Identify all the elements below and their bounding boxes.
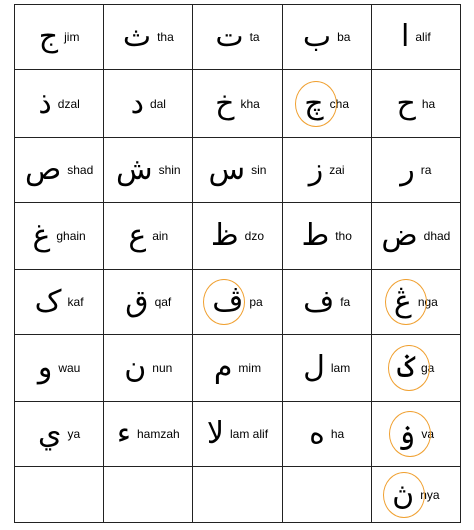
letter-glyph-wrap xyxy=(401,19,410,54)
letter-cell xyxy=(282,138,371,203)
letter-entry xyxy=(210,218,265,253)
letter-name: pa xyxy=(249,295,263,309)
letter-name: dal xyxy=(149,96,166,111)
letter-glyph-wrap xyxy=(124,350,147,385)
arabic-letter: ڠ xyxy=(393,284,412,319)
letter-glyph-wrap xyxy=(302,19,332,54)
arabic-letter: ص xyxy=(24,152,62,187)
letter-entry xyxy=(38,19,80,54)
letter-entry xyxy=(124,350,173,385)
arabic-letter: ت xyxy=(215,19,244,54)
letter-name: tho xyxy=(335,229,352,243)
arabic-letter: ا xyxy=(401,19,410,54)
letter-cell xyxy=(104,467,193,523)
arabic-letter: ڤ xyxy=(212,284,244,319)
arabic-letter: ض xyxy=(381,218,418,253)
arabic-letter: م xyxy=(213,350,233,385)
letter-entry xyxy=(38,85,80,121)
letter-name: nga xyxy=(417,295,438,309)
arabic-letter: ذ xyxy=(38,85,52,121)
highlight-circle xyxy=(388,345,430,391)
letter-glyph-wrap xyxy=(38,19,59,54)
letter-cell xyxy=(15,5,104,70)
letter-cell xyxy=(15,203,104,270)
letter-entry xyxy=(128,218,169,253)
letter-glyph-wrap xyxy=(303,284,335,319)
letter-entry xyxy=(37,350,81,385)
letter-name: ga xyxy=(420,361,435,375)
letter-entry xyxy=(130,85,166,121)
letter-cell xyxy=(15,70,104,138)
letter-glyph-wrap xyxy=(210,218,239,253)
letter-glyph-wrap xyxy=(116,416,131,451)
letter-name: wau xyxy=(58,361,81,375)
letter-cell xyxy=(104,138,193,203)
letter-cell xyxy=(371,402,460,467)
letter-entry xyxy=(401,19,431,54)
letter-entry xyxy=(213,350,262,385)
letter-name: jim xyxy=(64,30,80,44)
letter-glyph-wrap xyxy=(397,350,415,385)
letter-name: zai xyxy=(329,163,345,177)
arabic-letter: خ xyxy=(215,85,235,121)
table-row xyxy=(15,335,461,402)
letter-cell xyxy=(15,335,104,402)
letter-cell xyxy=(371,335,460,402)
letter-glyph-wrap xyxy=(130,85,144,121)
letter-name: ra xyxy=(420,163,432,177)
letter-glyph-wrap xyxy=(128,218,147,253)
table-body xyxy=(15,5,461,523)
letter-entry xyxy=(24,152,94,187)
letter-cell xyxy=(104,402,193,467)
letter-cell xyxy=(193,402,282,467)
letter-glyph-wrap xyxy=(38,416,62,451)
letter-entry xyxy=(381,218,451,253)
letter-name: ba xyxy=(337,30,351,44)
letter-glyph-wrap xyxy=(37,350,53,385)
letter-glyph-wrap xyxy=(304,85,324,121)
arabic-letter: ر xyxy=(400,152,415,187)
arabic-letter: ڽ xyxy=(392,476,415,512)
letter-glyph-wrap xyxy=(400,152,415,187)
arabic-letter: ک xyxy=(34,284,62,319)
letter-name: dzo xyxy=(244,229,265,243)
letter-glyph-wrap xyxy=(215,19,244,54)
letter-glyph-wrap xyxy=(308,152,324,187)
letter-glyph-wrap xyxy=(115,152,153,187)
letter-name: va xyxy=(421,427,434,441)
letter-cell xyxy=(282,203,371,270)
letter-cell xyxy=(104,203,193,270)
letter-glyph-wrap xyxy=(213,350,233,385)
letter-name: fa xyxy=(340,295,351,309)
letter-name: kha xyxy=(240,96,260,111)
letter-entry xyxy=(397,416,434,451)
highlight-circle xyxy=(203,279,245,325)
highlight-circle xyxy=(383,472,425,518)
letter-name: alif xyxy=(415,30,431,44)
highlight-circle xyxy=(385,279,427,325)
letter-entry xyxy=(206,416,269,451)
letter-cell xyxy=(104,270,193,335)
arabic-letter: ق xyxy=(125,284,149,319)
letter-cell xyxy=(282,467,371,523)
letter-cell xyxy=(282,402,371,467)
letter-entry xyxy=(215,85,260,121)
arabic-letter: ه xyxy=(309,416,325,451)
arabic-letter: د xyxy=(130,85,144,121)
letter-glyph-wrap xyxy=(303,350,325,385)
letter-name: dhad xyxy=(423,229,451,243)
letter-glyph-wrap xyxy=(24,152,62,187)
letter-cell xyxy=(193,335,282,402)
letter-cell xyxy=(282,70,371,138)
letter-cell xyxy=(371,270,460,335)
letter-name: lam xyxy=(330,361,351,375)
table-row xyxy=(15,203,461,270)
arabic-letter: ش xyxy=(115,152,153,187)
arabic-letter: ي xyxy=(38,416,62,451)
table-row xyxy=(15,138,461,203)
letter-cell xyxy=(193,70,282,138)
letter-cell xyxy=(15,402,104,467)
letter-cell xyxy=(104,335,193,402)
arabic-letter: ظ xyxy=(210,218,239,253)
letter-cell xyxy=(104,5,193,70)
letter-glyph-wrap xyxy=(396,85,416,121)
letter-entry xyxy=(115,152,181,187)
letter-name: kaf xyxy=(67,295,84,309)
letter-entry xyxy=(396,85,436,121)
letter-cell xyxy=(282,335,371,402)
arabic-letter: ء xyxy=(116,416,131,451)
letter-name: tha xyxy=(157,30,174,44)
letter-glyph-wrap xyxy=(34,284,62,319)
letter-cell xyxy=(104,70,193,138)
letter-name: hamzah xyxy=(136,427,180,441)
letter-entry xyxy=(208,152,267,187)
letter-glyph-wrap xyxy=(38,85,52,121)
letter-glyph-wrap xyxy=(392,476,415,512)
arabic-letter: ۏ xyxy=(397,416,416,451)
table-row xyxy=(15,270,461,335)
table-row xyxy=(15,402,461,467)
letter-cell xyxy=(371,5,460,70)
letter-entry xyxy=(116,416,180,451)
arabic-letter: چ xyxy=(304,85,324,121)
arabic-letter: ج xyxy=(38,19,59,54)
letter-glyph-wrap xyxy=(301,218,330,253)
letter-glyph-wrap xyxy=(381,218,418,253)
letter-entry xyxy=(308,152,345,187)
letter-entry xyxy=(34,284,84,319)
letter-name: ghain xyxy=(56,229,86,243)
letter-cell xyxy=(193,467,282,523)
arabic-letter: ل xyxy=(303,350,325,385)
letter-name: ya xyxy=(67,427,81,441)
letter-glyph-wrap xyxy=(208,152,246,187)
letter-entry xyxy=(215,19,260,54)
letter-cell xyxy=(371,138,460,203)
letter-name: sin xyxy=(251,163,267,177)
letter-cell xyxy=(193,270,282,335)
arabic-letter: ط xyxy=(301,218,330,253)
letter-glyph-wrap xyxy=(212,284,244,319)
letter-cell xyxy=(282,270,371,335)
letter-entry xyxy=(32,218,86,253)
letter-glyph-wrap xyxy=(122,19,152,54)
letter-entry xyxy=(392,476,440,512)
arabic-letter: ن xyxy=(124,350,147,385)
letter-name: shad xyxy=(67,163,94,177)
letter-cell xyxy=(282,5,371,70)
arabic-letter: ب xyxy=(302,19,332,54)
arabic-letter: غ xyxy=(32,218,51,253)
highlight-circle xyxy=(389,411,431,457)
letter-name: mim xyxy=(238,361,262,375)
letter-glyph-wrap xyxy=(309,416,325,451)
letter-cell xyxy=(193,138,282,203)
letter-entry xyxy=(303,284,351,319)
letter-entry xyxy=(303,350,351,385)
arabic-letter: و xyxy=(37,350,53,385)
letter-name: nya xyxy=(420,487,440,502)
letter-entry xyxy=(302,19,351,54)
letter-entry xyxy=(122,19,174,54)
table-row xyxy=(15,70,461,138)
letter-cell xyxy=(15,138,104,203)
letter-name: ha xyxy=(421,96,436,111)
letter-entry xyxy=(397,350,435,385)
table-row xyxy=(15,467,461,523)
letter-name: ain xyxy=(152,229,169,243)
letter-entry xyxy=(38,416,81,451)
letter-entry xyxy=(393,284,438,319)
letter-name: qaf xyxy=(154,295,172,309)
letter-glyph-wrap xyxy=(397,416,416,451)
arabic-letter: س xyxy=(208,152,246,187)
table-row xyxy=(15,5,461,70)
letter-entry xyxy=(309,416,345,451)
letter-entry xyxy=(304,85,350,121)
letter-cell xyxy=(193,203,282,270)
letter-name: ta xyxy=(249,30,260,44)
letter-cell xyxy=(15,270,104,335)
letter-cell xyxy=(371,70,460,138)
letter-glyph-wrap xyxy=(393,284,412,319)
letter-name: lam alif xyxy=(230,427,269,441)
arabic-letter: ز xyxy=(308,152,324,187)
letter-glyph-wrap xyxy=(32,218,51,253)
arabic-letter: لا xyxy=(206,416,225,451)
letter-entry xyxy=(301,218,352,253)
letter-cell xyxy=(371,203,460,270)
arabic-letter: ݢ xyxy=(397,350,415,385)
jawi-alphabet-table xyxy=(14,4,461,523)
letter-name: dzal xyxy=(57,96,80,111)
letter-entry xyxy=(125,284,172,319)
arabic-letter: ف xyxy=(303,284,335,319)
letter-entry xyxy=(212,284,263,319)
arabic-letter: ث xyxy=(122,19,152,54)
arabic-letter: ع xyxy=(128,218,147,253)
letter-name: shin xyxy=(158,163,181,177)
letter-cell xyxy=(371,467,460,523)
letter-cell xyxy=(15,467,104,523)
letter-entry xyxy=(400,152,432,187)
letter-cell xyxy=(193,5,282,70)
letter-name: ha xyxy=(330,427,345,441)
letter-name: cha xyxy=(329,96,350,111)
letter-glyph-wrap xyxy=(215,85,235,121)
letter-glyph-wrap xyxy=(125,284,149,319)
letter-name: nun xyxy=(152,361,173,375)
arabic-letter: ح xyxy=(396,85,416,121)
letter-glyph-wrap xyxy=(206,416,225,451)
highlight-circle xyxy=(295,81,337,127)
